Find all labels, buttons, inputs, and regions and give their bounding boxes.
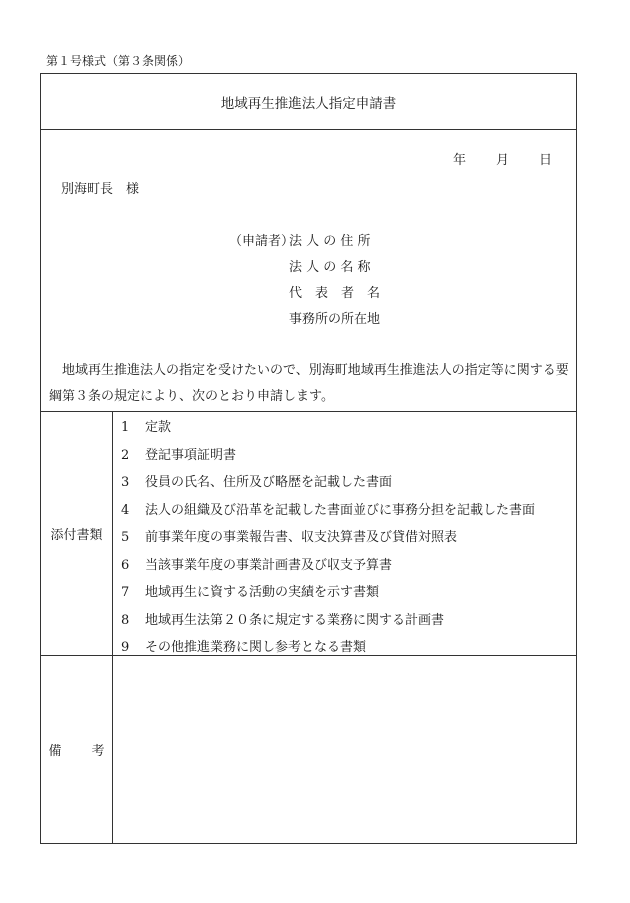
application-statement: 地域再生推進法人の指定を受けたいので、別海町地域再生推進法人の指定等に関する要綱第３条の規定により、次のとおり申請します。: [49, 363, 569, 404]
date-month-label: 月: [495, 153, 509, 168]
list-item: 9 その他推進業務に関し参考となる書類: [121, 640, 367, 655]
date-line: [453, 149, 552, 168]
attachments-list: [121, 414, 535, 662]
applicant-role-label: （申請者）: [229, 234, 295, 249]
list-item: 6 当該事業年度の事業計画書及び収支予算書: [121, 557, 393, 573]
date-day-label: 日: [538, 153, 552, 168]
application-form: [40, 73, 577, 844]
list-item: 5 前事業年度の事業報告書、収支決算書及び貸借対照表: [121, 530, 458, 545]
form-number-label: 第１号様式（第３条関係）: [46, 54, 191, 68]
attachments-label: 添付書類: [41, 412, 113, 655]
attachments-section: [41, 411, 576, 656]
form-title: 地域再生推進法人指定申請書: [220, 95, 397, 112]
applicant-field-office-location: 事務所の所在地: [289, 312, 381, 327]
applicant-field-name: 法 人 の 名 称: [289, 260, 371, 275]
form-title-row: [41, 74, 576, 130]
list-item: 4 法人の組織及び沿革を記載した書面並びに事務分担を記載した書面: [121, 502, 536, 518]
applicant-field-address: 法 人 の 住 所: [289, 234, 371, 249]
list-item: 7 地域再生に資する活動の実績を示す書類: [121, 585, 380, 600]
remarks-section: [41, 655, 576, 844]
remarks-label: 備 考: [41, 655, 113, 844]
addressee: 別海町長 様: [61, 182, 140, 197]
list-item: 8 地域再生法第２０条に規定する業務に関する計画書: [121, 612, 445, 628]
applicant-field-representative: 代 表 者 名: [289, 286, 381, 301]
date-year-label: 年: [452, 153, 466, 168]
list-item: 2 登記事項証明書: [121, 447, 237, 463]
list-item: 3 役員の氏名、住所及び略歴を記載した書面: [121, 475, 393, 490]
list-item: 1 定款: [121, 420, 172, 435]
